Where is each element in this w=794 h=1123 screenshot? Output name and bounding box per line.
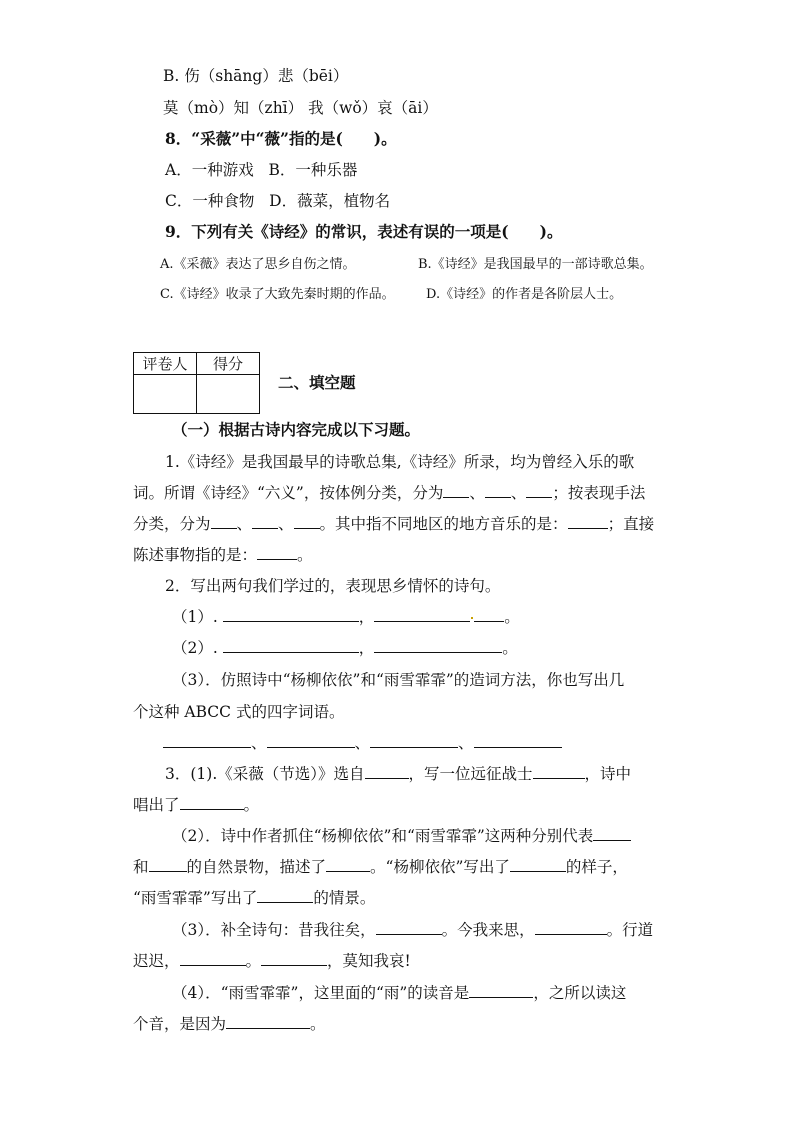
q3-blank-11[interactable] xyxy=(180,951,246,966)
q2-part-2-label: （2）. xyxy=(172,639,218,657)
q2-period-1: 。 xyxy=(504,608,520,626)
q9-option-c: C.《诗经》收录了大致先秦时期的作品。 xyxy=(160,287,395,302)
q1-text-d: 。其中指不同地区的地方音乐的是： xyxy=(319,515,568,533)
q8-option-d: D．薇菜，植物名 xyxy=(269,192,391,210)
q1-blank-3[interactable] xyxy=(526,483,552,498)
q3-blank-12[interactable] xyxy=(261,951,327,966)
section-title: 二、填空题 xyxy=(278,373,356,392)
q2-abcc-blank-1[interactable] xyxy=(163,733,251,748)
q2-abcc-sep-1: 、 xyxy=(251,734,267,752)
q2-stem: 2．写出两句我们学过的，表现思乡情怀的诗句。 xyxy=(165,577,501,595)
q1-sep-4: 、 xyxy=(278,515,294,533)
q3-p2-text-d: 。“杨柳依依”写出了 xyxy=(370,858,510,876)
q3-blank-4[interactable] xyxy=(593,826,631,841)
q9-option-d: D.《诗经》的作者是各阶层人士。 xyxy=(426,287,623,302)
q8-option-b: B．一种乐器 xyxy=(268,161,358,179)
q3-blank-1[interactable] xyxy=(365,764,409,779)
q3-p4-text-a: （4）．“雨雪霏霏”，这里面的“雨”的读音是 xyxy=(172,984,470,1002)
q3-p2-text-a: （2）．诗中作者抓住“杨柳依依”和“雨雪霏霏”这两种分别代表 xyxy=(172,827,594,845)
q2-blank-2b[interactable] xyxy=(474,607,504,622)
q2-part-3-line-2: 个这种 ABCC 式的四字词语。 xyxy=(133,703,345,721)
q2-comma-1: ， xyxy=(358,608,375,626)
q3-blank-13[interactable] xyxy=(469,983,533,998)
q8-option-c: C．一种食物 xyxy=(165,192,255,210)
score-table xyxy=(133,352,260,414)
q9-stem: 9．下列有关《诗经》的常识，表述有误的一项是( )。 xyxy=(165,222,563,241)
q3-part-4-line-2 xyxy=(133,1014,326,1034)
q2-part-1 xyxy=(172,607,520,627)
q3-p3-text-a: （3）．补全诗句：昔我往矣， xyxy=(172,921,376,939)
q3-p3-period: 。 xyxy=(245,952,262,970)
q7-option-b-continued: 莫（mò）知（zhī） 我（wǒ）哀（āi） xyxy=(163,99,438,117)
q9-option-a: A.《采薇》表达了思乡自伤之情。 xyxy=(160,257,356,272)
q1-blank-5[interactable] xyxy=(252,514,278,529)
section-subtitle: （一）根据古诗内容完成以下习题。 xyxy=(172,420,421,439)
q3-part-2-line-1 xyxy=(172,826,631,846)
q3-blank-8[interactable] xyxy=(257,888,313,903)
q3-p1-text-b: ，写一位远征战士 xyxy=(408,765,533,783)
q3-part-3-line-2 xyxy=(133,951,411,971)
q2-abcc-blank-3[interactable] xyxy=(370,733,458,748)
q2-abcc-blank-2[interactable] xyxy=(267,733,355,748)
q1-text-b: 按表现手法 xyxy=(567,484,646,502)
q2-part-3-line-1: （3）．仿照诗中“杨柳依依”和“雨雪霏霏”的造词方法，你也写出几 xyxy=(172,671,625,689)
score-table-score-header: 得分 xyxy=(197,353,260,375)
q2-yellow-mark xyxy=(471,617,473,619)
q3-p3-text-d: 迟迟， xyxy=(133,952,180,970)
q3-blank-10[interactable] xyxy=(535,920,607,935)
q1-blank-7[interactable] xyxy=(568,514,608,529)
q3-part-1-line-1 xyxy=(165,764,631,784)
q8-option-a: A．一种游戏 xyxy=(165,161,254,179)
q8-stem: 8．“采薇”中“薇”指的是( )。 xyxy=(165,129,397,148)
q3-blank-2[interactable] xyxy=(533,764,585,779)
q1-sep-2: 、 xyxy=(510,484,527,502)
q1-blank-1[interactable] xyxy=(443,483,469,498)
q2-abcc-blank-4[interactable] xyxy=(474,733,562,748)
q3-blank-9[interactable] xyxy=(376,920,442,935)
q1-sep-3: 、 xyxy=(236,515,253,533)
q3-part-2-line-3 xyxy=(133,888,375,908)
q1-text-a: 词。所谓《诗经》“六义”，按体例分类，分为 xyxy=(133,484,444,502)
score-table-grader-cell[interactable] xyxy=(134,375,197,414)
q2-abcc-sep-2: 、 xyxy=(354,734,371,752)
q2-abcc-blanks xyxy=(163,733,562,753)
q2-blank-3[interactable] xyxy=(223,638,359,653)
q1-sep-1: 、 xyxy=(469,484,485,502)
q1-blank-2[interactable] xyxy=(485,483,511,498)
q3-blank-7[interactable] xyxy=(510,857,566,872)
q3-p1-period: 。 xyxy=(243,796,260,814)
q3-p3-comma: ， xyxy=(327,952,343,970)
q3-p1-text-a: 3．(1).《采薇（节选）》选自 xyxy=(165,765,365,783)
q3-p2-text-g: 的情景。 xyxy=(313,889,376,907)
q3-blank-14[interactable] xyxy=(226,1014,310,1029)
q3-p3-text-c: 。行道 xyxy=(606,921,654,939)
q1-semicolon: ； xyxy=(552,484,568,502)
score-table-grader-header: 评卷人 xyxy=(134,353,197,375)
q3-p2-text-b: 和 xyxy=(133,858,149,876)
q2-part-2 xyxy=(172,638,518,658)
q8-options-row-1 xyxy=(165,160,357,180)
q1-text-g: 。 xyxy=(297,546,313,564)
q1-text-c: 分类，分为 xyxy=(133,515,211,533)
q2-blank-2a[interactable] xyxy=(374,607,470,622)
q3-p2-text-f: “雨雪霏霏”写出了 xyxy=(133,889,258,907)
q3-p4-period: 。 xyxy=(310,1015,326,1033)
q9-option-b: B.《诗经》是我国最早的一部诗歌总集。 xyxy=(418,257,653,272)
q7-option-b: B. 伤（shāng）悲（bēi） xyxy=(163,67,349,85)
q3-p4-text-c: 个音，是因为 xyxy=(133,1015,227,1033)
q3-blank-6[interactable] xyxy=(326,857,370,872)
q1-text-e: ；直接 xyxy=(607,515,655,533)
q3-p4-text-b: ，之所以读这 xyxy=(533,984,627,1002)
q3-p3-text-b: 。今我来思， xyxy=(441,921,535,939)
score-table-score-cell[interactable] xyxy=(197,375,260,414)
q3-p3-text-e: 莫知我哀! xyxy=(342,952,411,970)
q2-blank-1[interactable] xyxy=(223,607,359,622)
q1-line-1: 1.《诗经》是我国最早的诗歌总集,《诗经》所录，均为曾经入乐的歌 xyxy=(165,453,635,471)
q3-part-3-line-1 xyxy=(172,920,653,940)
q1-blank-6[interactable] xyxy=(294,514,320,529)
q3-blank-5[interactable] xyxy=(149,857,187,872)
q8-options-row-2 xyxy=(165,191,390,211)
q3-part-4-line-1 xyxy=(172,983,626,1003)
q3-part-2-line-2 xyxy=(133,857,628,877)
q1-text-f: 陈述事物指的是： xyxy=(133,546,258,564)
q3-p1-text-c: ，诗中 xyxy=(584,765,632,783)
q2-blank-4[interactable] xyxy=(374,638,502,653)
q2-comma-2: ， xyxy=(358,639,375,657)
q1-line-3 xyxy=(133,514,654,534)
q1-line-4 xyxy=(133,545,313,565)
q3-p2-text-e: 的样子， xyxy=(565,858,628,876)
q3-p1-text-d: 唱出了 xyxy=(133,796,180,814)
q2-abcc-sep-3: 、 xyxy=(458,734,474,752)
q1-blank-4[interactable] xyxy=(211,514,237,529)
q3-blank-3[interactable] xyxy=(180,795,244,810)
q3-part-1-line-2 xyxy=(133,795,259,815)
q2-part-1-label: （1）. xyxy=(172,608,218,626)
q1-blank-8[interactable] xyxy=(257,545,297,560)
q3-p2-text-c: 的自然景物，描述了 xyxy=(186,858,327,876)
q1-line-2 xyxy=(133,483,645,503)
q2-period-2: 。 xyxy=(502,639,518,657)
